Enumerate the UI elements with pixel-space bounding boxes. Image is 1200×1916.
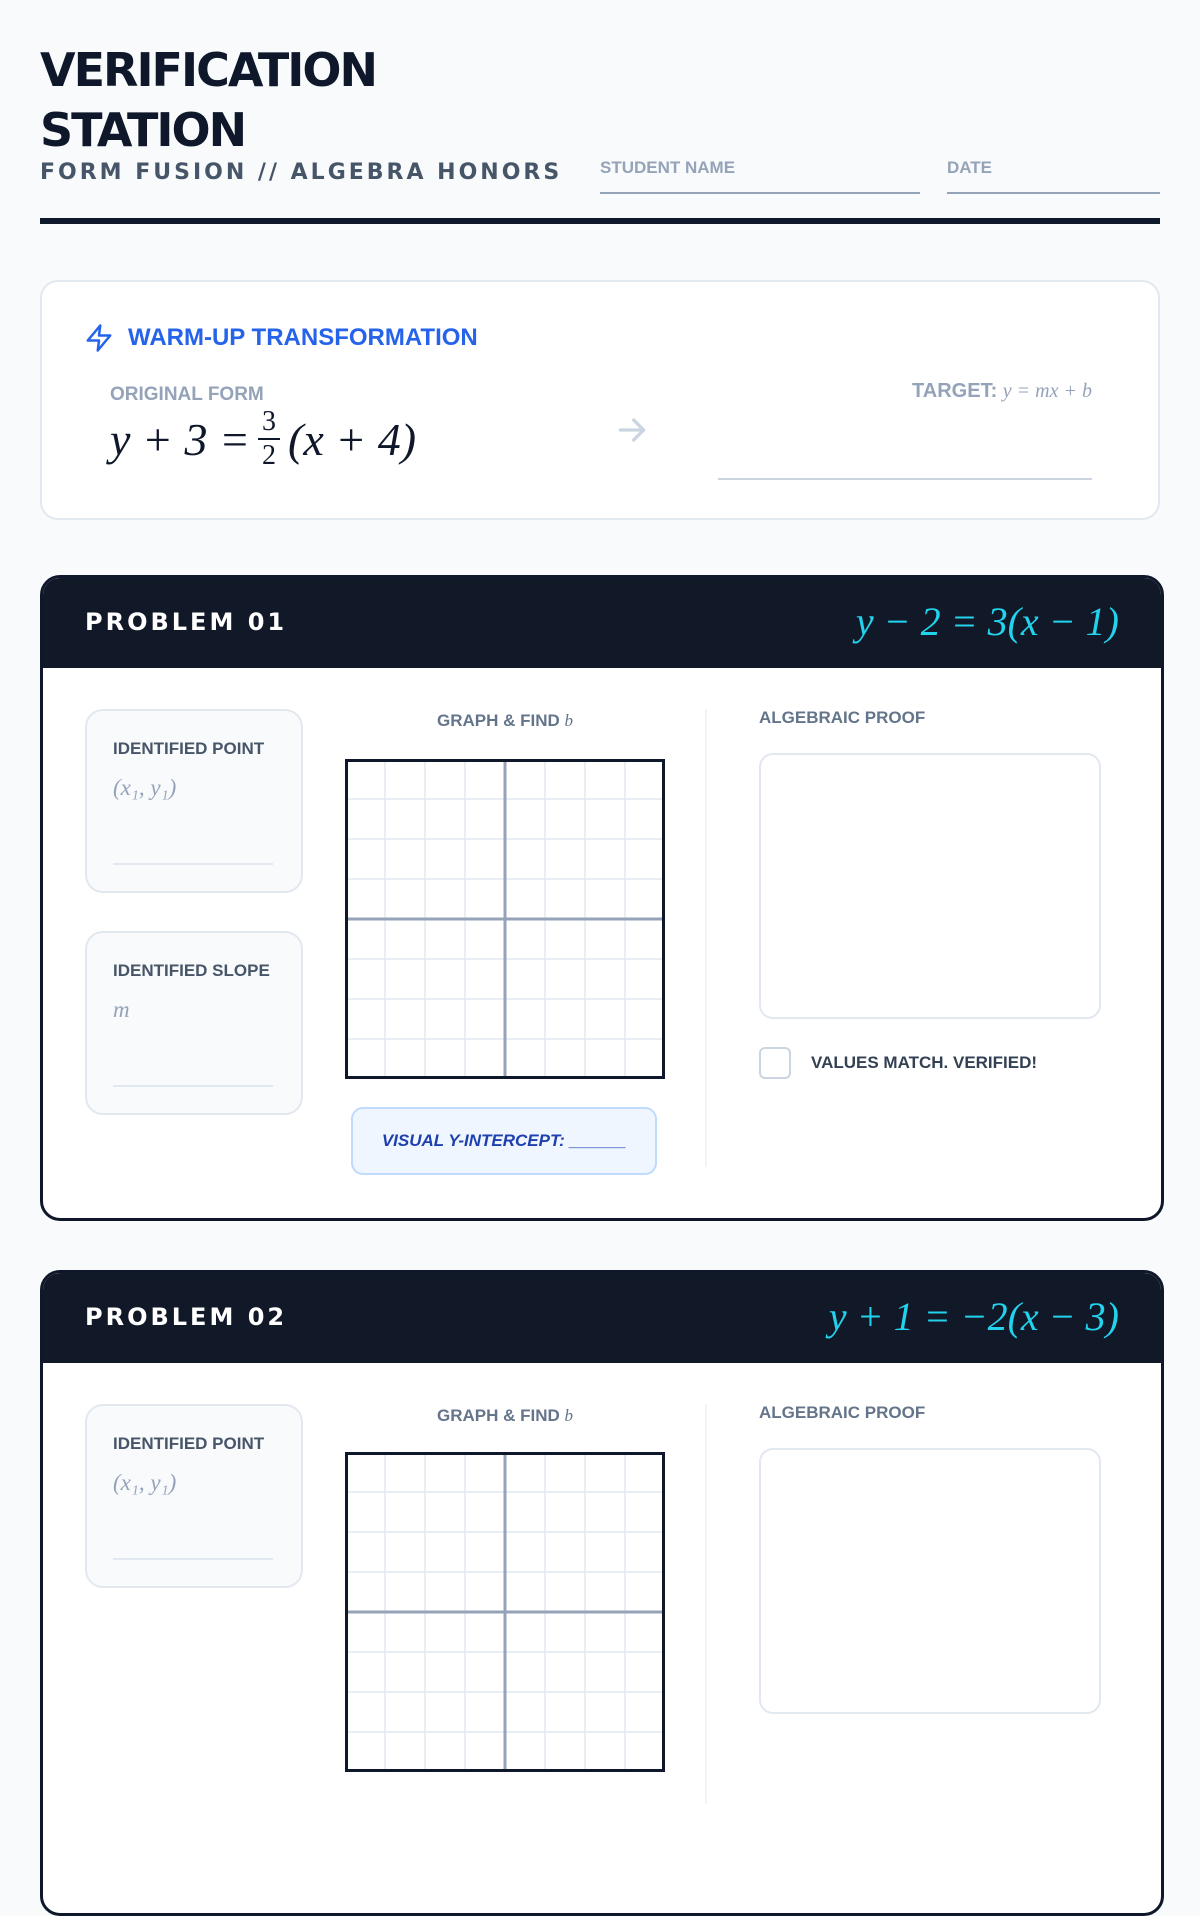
problem-card-1 (40, 575, 1164, 1221)
verified-checkbox[interactable] (759, 1047, 791, 1079)
problem-equation: y − 2 = 3(x − 1) (855, 599, 1119, 644)
page-title (40, 40, 376, 160)
warmup-header (84, 322, 478, 354)
original-eq-lhs: y + 3 = (110, 413, 250, 465)
student-name-label: STUDENT NAME (600, 158, 736, 177)
original-form-label: ORIGINAL FORM (110, 384, 264, 405)
algebraic-proof-label: ALGEBRAIC PROOF (759, 1403, 926, 1422)
problem-header (43, 1273, 1161, 1363)
identified-point-hint: (x₁, y₁) (113, 775, 177, 800)
arrow-right-icon (612, 410, 652, 450)
algebraic-proof-label: ALGEBRAIC PROOF (759, 708, 926, 727)
identified-point-label: IDENTIFIED POINT (113, 1434, 265, 1453)
algebraic-proof-box[interactable] (759, 753, 1101, 1019)
target-label-text: TARGET: (912, 380, 998, 402)
original-eq-rhs: (x + 4) (288, 413, 417, 465)
column-divider (705, 1404, 707, 1804)
student-name-field[interactable] (600, 158, 920, 194)
identified-slope-card (85, 931, 303, 1115)
graph-label-text: GRAPH & FIND (436, 711, 560, 730)
original-equation (110, 408, 416, 470)
problem-card-2 (40, 1270, 1164, 1916)
verified-label: VALUES MATCH. VERIFIED! (811, 1053, 1038, 1072)
problem-header (43, 578, 1161, 668)
fraction-numerator: 3 (262, 406, 276, 437)
identified-slope-hint: m (113, 997, 130, 1022)
identified-point-answer-line[interactable] (113, 863, 273, 865)
date-label: DATE (947, 158, 993, 177)
graph-label-var: b (564, 1406, 573, 1425)
algebraic-proof-box[interactable] (759, 1448, 1101, 1714)
target-label (912, 380, 1092, 403)
identified-slope-answer-line[interactable] (113, 1085, 273, 1087)
warmup-title: WARM-UP TRANSFORMATION (128, 324, 478, 351)
target-form: y = mx + b (1002, 380, 1092, 402)
header-divider (40, 218, 1160, 224)
problem-title: PROBLEM 01 (85, 608, 288, 636)
identified-point-card (85, 709, 303, 893)
date-field[interactable] (947, 158, 1160, 194)
warmup-card (40, 280, 1160, 520)
problem-title: PROBLEM 02 (85, 1303, 288, 1331)
visual-y-intercept-box[interactable]: VISUAL Y-INTERCEPT: ______ (351, 1107, 657, 1175)
graph-label-text: GRAPH & FIND (436, 1406, 560, 1425)
graph-label (345, 1406, 665, 1426)
identified-point-hint: (x₁, y₁) (113, 1470, 177, 1495)
identified-slope-label: IDENTIFIED SLOPE (113, 961, 270, 980)
identified-point-label: IDENTIFIED POINT (113, 739, 265, 758)
original-eq-fraction (258, 408, 280, 470)
problem-equation: y + 1 = −2(x − 3) (828, 1294, 1119, 1339)
identified-point-card (85, 1404, 303, 1588)
target-answer-line[interactable] (718, 478, 1092, 480)
title-line-1: VERIFICATION (40, 43, 376, 97)
coordinate-grid[interactable] (345, 1452, 665, 1772)
fraction-denominator: 2 (262, 440, 276, 471)
column-divider (705, 709, 707, 1167)
title-line-2: STATION (40, 103, 246, 157)
graph-label-var: b (564, 711, 573, 730)
verified-row[interactable] (759, 1047, 1037, 1079)
coordinate-grid[interactable] (345, 759, 665, 1079)
lightning-icon (84, 322, 114, 354)
page-subtitle: FORM FUSION // ALGEBRA HONORS (40, 160, 563, 185)
identified-point-answer-line[interactable] (113, 1558, 273, 1560)
graph-label (345, 711, 665, 731)
